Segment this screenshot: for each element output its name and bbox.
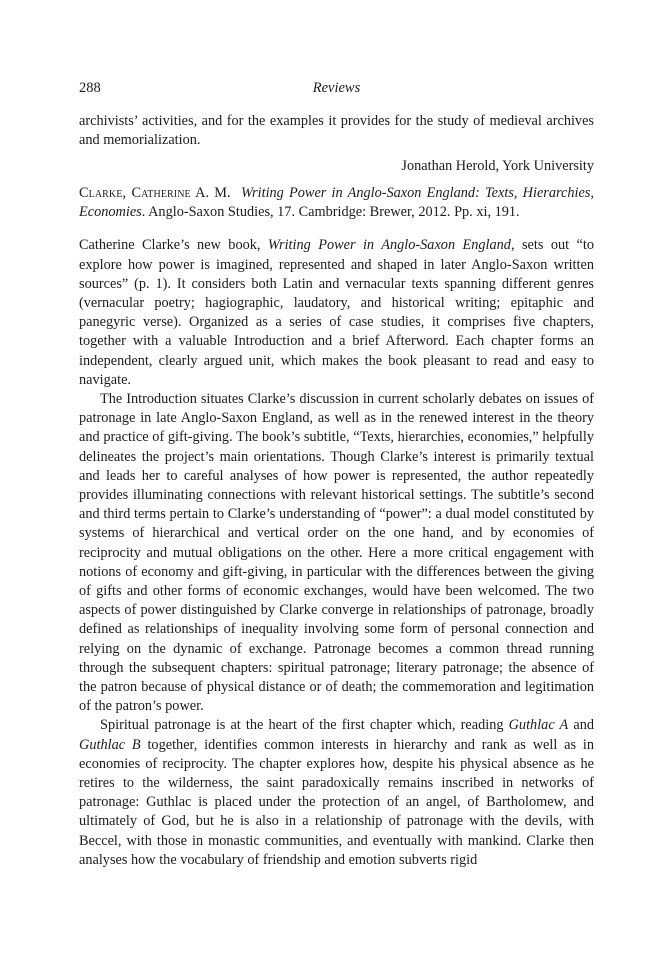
p1-book-title: Writing Power in Anglo-Saxon England [267,237,511,254]
citation-details: . Anglo-Saxon Studies, 17. Cambridge: Brewer, 2012. Pp. xi, 191. [141,203,520,220]
page-number: 288 [79,80,101,96]
citation-author-initials: A. M. [195,184,231,201]
p3-guthlac-b: Guthlac B [79,736,141,753]
running-title: Reviews [312,80,361,96]
p3-start: Spiritual patronage is at the heart of the first chapter which, reading [100,717,509,734]
running-header [79,76,594,98]
p1-rest: , sets out “to explore how power is imagined, represented and shaped in later Anglo-Saxon written sources” (p. 1). It considers both Latin and vernacular texts spanning different genres (vernacular poetry; hagiographic, laudatory, and historical writing; epitaphic and panegyric verse). Organized as a series of case studies, it comprises five chapters, together with a valuable Introduction and a brief Afterword. Each chapter forms an independent, clearly argued unit, which makes the book pleasant to read and easy to navigate. [79,237,594,388]
reviewer-signature: Jonathan Herold, York University [401,158,594,175]
review-paragraph-2: The Introduction situates Clarke’s discussion in current scholarly debates on issues of patronage in late Anglo-Saxon England, as well as in the renewed interest in the theory and practice of gift-giving. The book’s subtitle, “Texts, hierarchies, economies,” helpfully delineates the project’s main orientations. Though Clarke’s interest is primarily textual and leads her to careful analyses of how power is represented, the author repeatedly provides illuminating connections with relevant historical settings. The subtitle’s second and third terms pertain to Clarke’s understanding of “power”: a dual model constituted by systems of hierarchical and vertical order on the one hand, and by economies of reciprocity and mutual obligations on the other. Here a more critical engagement with notions of economy and gift-giving, in particular with the differences between the giving of gifts and other forms of economic exchanges, would have been welcomed. The two aspects of power distinguished by Clarke converge in relationships of patronage, broadly defined as relationships of inequality involving some form of personal connection and relying on the dynamic of exchange. Patronage becomes a common thread running through the subsequent chapters: spiritual patronage; literary patronage; the absence of the patron because of physical distance or of death; the commemoration and legitimation of the patron’s power. [79,390,594,715]
citation-title: Writing Power in Anglo-Saxon England: Texts, Hierarchies, Economies [79,184,594,220]
document-page [79,76,594,870]
p3-rest: together, identifies common interests in hierarchy and rank as well as in economies of reciprocity. The chapter explores how, despite his physical absence as he retires to the wilderness, the saint paradoxically remains inscribed in networks of patronage: Guthlac is placed under the protection of an angel, of Bartholomew, and ultimately of God, but he is also in a relationship of patronage with the devils, with Beccel, with those in monastic communities, and eventually with mankind. Clarke then analyses how the vocabulary of friendship and emotion subverts rigid [79,736,594,868]
p1-start: Catherine Clarke’s new book, [79,237,268,254]
book-citation [79,184,594,222]
previous-review-ending: archivists’ activities, and for the examples it provides for the study of medieval archives and memorialization. [79,113,594,149]
p3-and: and [568,717,594,734]
citation-separator: , [122,184,132,201]
p3-guthlac-a: Guthlac A [508,717,569,734]
citation-author-lastname: Clarke [79,184,123,201]
citation-author-firstname: Catherine [131,184,191,201]
review-paragraph-3 [79,716,594,870]
review-paragraph-1 [79,236,594,390]
